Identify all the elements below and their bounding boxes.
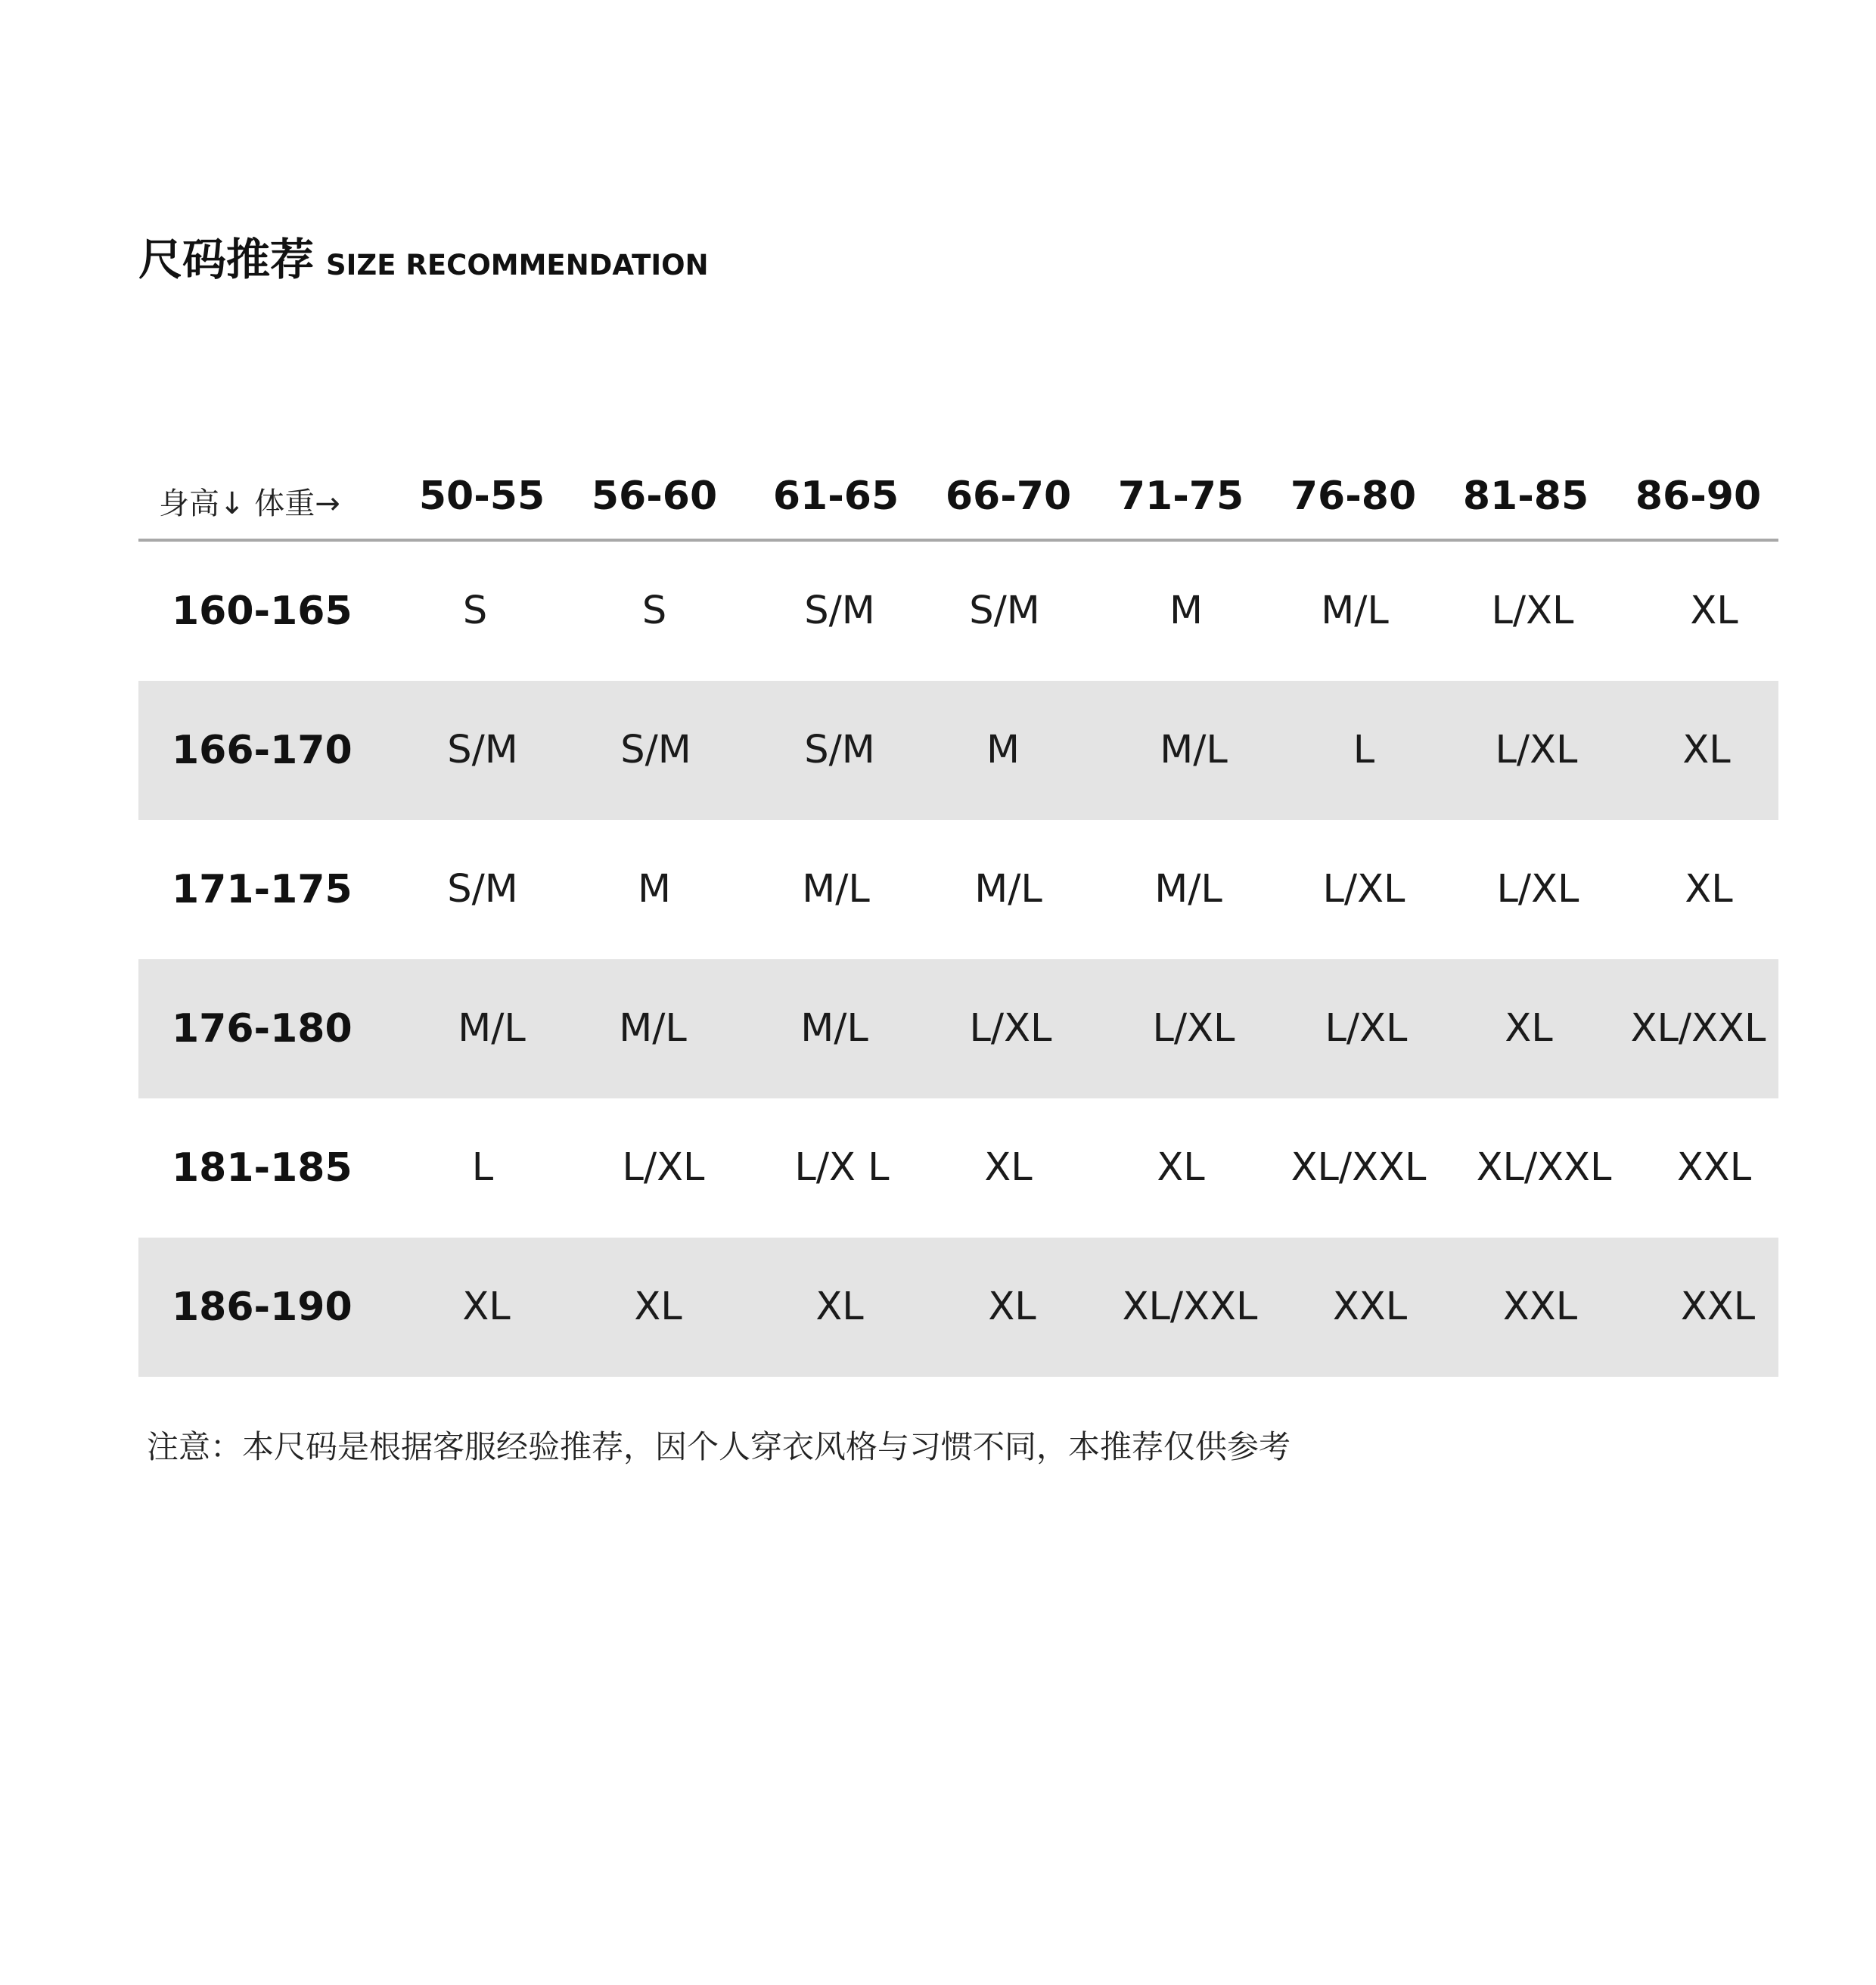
size-cell: XL: [634, 1285, 682, 1329]
size-cell: L/XL: [622, 1145, 705, 1190]
weight-column-header: 76-80: [1290, 474, 1417, 519]
size-cell: L: [471, 1145, 494, 1190]
size-cell: XL/XXL: [1630, 1006, 1766, 1051]
size-cell: L/X L: [794, 1145, 890, 1190]
size-cell: M/L: [1154, 867, 1222, 912]
size-cell: M: [637, 867, 671, 912]
size-table: [138, 461, 1778, 1377]
height-cell: 186-190: [172, 1285, 353, 1330]
size-cell: M/L: [458, 1006, 526, 1051]
size-cell: XXL: [1676, 1145, 1752, 1190]
size-cell: XL: [988, 1285, 1036, 1329]
height-cell: 181-185: [172, 1145, 353, 1191]
height-cell: 176-180: [172, 1006, 353, 1052]
size-cell: S: [641, 589, 667, 633]
size-cell: XL/XXL: [1122, 1285, 1258, 1329]
height-cell: 171-175: [172, 867, 353, 912]
size-cell: L/XL: [1495, 728, 1578, 772]
weight-column-header: 66-70: [945, 474, 1072, 519]
table-header-row: [138, 461, 1778, 542]
table-row: [138, 1098, 1778, 1238]
title-english: SIZE RECOMMENDATION: [326, 249, 709, 281]
weight-column-header: 86-90: [1635, 474, 1762, 519]
table-row: [138, 1238, 1778, 1377]
table-row: [138, 820, 1778, 959]
size-cell: L/XL: [969, 1006, 1052, 1051]
height-cell: 160-165: [172, 589, 353, 634]
size-cell: L/XL: [1325, 1006, 1408, 1051]
size-cell: XL/XXL: [1291, 1145, 1427, 1190]
corner-label: 身高↓ 体重→: [159, 486, 340, 521]
size-cell: XL: [1682, 728, 1731, 772]
size-cell: L/XL: [1152, 1006, 1235, 1051]
size-cell: XL: [1157, 1145, 1205, 1190]
size-cell: L/XL: [1496, 867, 1579, 912]
size-cell: XXL: [1502, 1285, 1578, 1329]
size-cell: S: [462, 589, 488, 633]
disclaimer-note: 注意：本尺码是根据客服经验推荐，因个人穿衣风格与习惯不同，本推荐仅供参考: [147, 1428, 1291, 1465]
size-cell: M: [986, 728, 1020, 772]
size-cell: L: [1353, 728, 1375, 772]
size-cell: S/M: [969, 589, 1040, 633]
size-cell: XL: [1505, 1006, 1553, 1051]
size-cell: XL/XXL: [1476, 1145, 1612, 1190]
size-cell: S/M: [804, 589, 875, 633]
size-cell: XL: [1690, 589, 1738, 633]
size-cell: XL: [462, 1285, 511, 1329]
size-cell: S/M: [447, 728, 518, 772]
size-cell: S/M: [620, 728, 691, 772]
table-row: [138, 542, 1778, 681]
size-cell: M/L: [619, 1006, 687, 1051]
table-row: [138, 959, 1778, 1098]
size-cell: M: [1169, 589, 1203, 633]
size-cell: S/M: [447, 867, 518, 912]
size-cell: L/XL: [1322, 867, 1405, 912]
height-cell: 166-170: [172, 728, 353, 773]
page-title: [138, 224, 709, 292]
weight-column-header: 71-75: [1117, 474, 1244, 519]
size-cell: M/L: [1160, 728, 1228, 772]
size-cell: M/L: [802, 867, 870, 912]
size-cell: XXL: [1332, 1285, 1408, 1329]
weight-column-header: 56-60: [591, 474, 718, 519]
size-cell: XL: [815, 1285, 864, 1329]
size-cell: M/L: [1321, 589, 1389, 633]
weight-column-header: 81-85: [1462, 474, 1589, 519]
weight-column-header: 61-65: [772, 474, 899, 519]
title-chinese: 尺码推荐: [138, 234, 315, 285]
size-cell: XL: [984, 1145, 1033, 1190]
size-cell: S/M: [804, 728, 875, 772]
size-cell: M/L: [974, 867, 1042, 912]
size-cell: XXL: [1680, 1285, 1756, 1329]
size-cell: M/L: [800, 1006, 868, 1051]
table-row: [138, 681, 1778, 820]
weight-column-header: 50-55: [418, 474, 545, 519]
size-cell: XL: [1685, 867, 1733, 912]
size-cell: L/XL: [1491, 589, 1574, 633]
